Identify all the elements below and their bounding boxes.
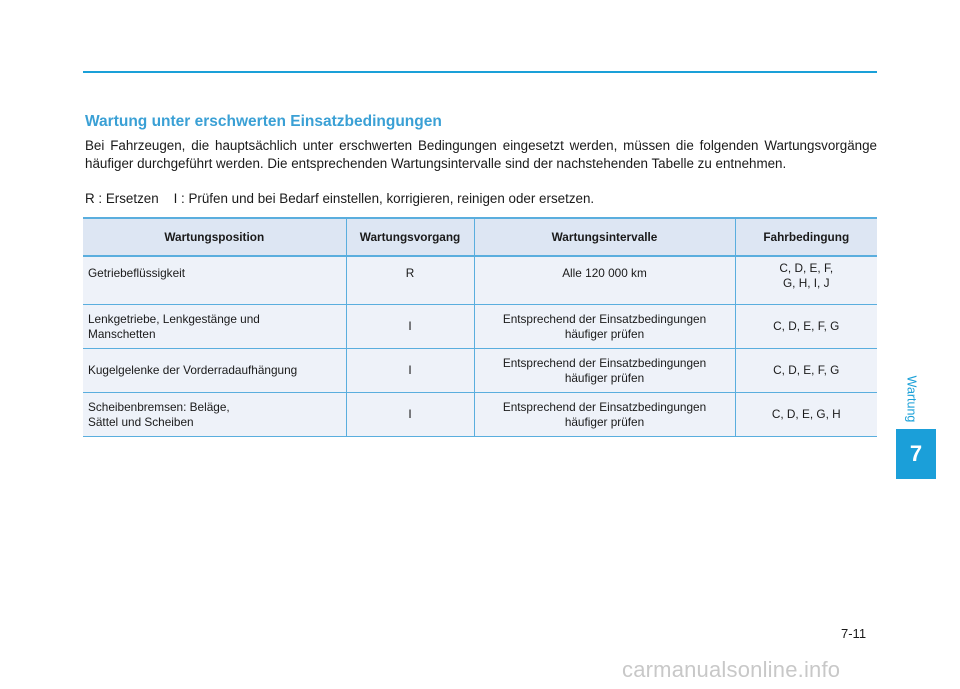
cell-text: Scheibenbremsen: Beläge, <box>88 399 230 414</box>
watermark: carmanualsonline.info <box>622 657 841 682</box>
cell-condition <box>735 256 877 305</box>
cell-text: Manschetten <box>88 326 156 341</box>
page-number: 7-11 <box>841 626 867 641</box>
cell-text: R <box>405 266 415 280</box>
cell-condition <box>735 305 877 349</box>
cell-position <box>83 349 346 393</box>
legend-line <box>85 190 594 208</box>
header-interval: Wartungsintervalle <box>474 218 735 256</box>
cell-text: häufiger prüfen <box>564 414 645 429</box>
header-condition: Fahrbedingung <box>735 218 877 256</box>
table-row <box>83 305 877 349</box>
cell-text: I <box>408 407 412 421</box>
cell-interval <box>474 256 735 305</box>
cell-text: C, D, E, G, H <box>771 407 841 421</box>
legend-replace: R : Ersetzen <box>85 191 159 206</box>
table-row <box>83 393 877 437</box>
cell-action <box>346 393 474 437</box>
intro-paragraph: Bei Fahrzeugen, die hauptsächlich unter erschwerten Bedingungen eingesetzt werden, müssen die folgenden Wartungsvorgänge häufiger durchgeführt werden. Die entsprechenden Wartungsintervalle sind der nachstehenden Tabelle zu entnehmen. <box>85 138 877 171</box>
cell-text: häufiger prüfen <box>564 326 645 341</box>
header-position: Wartungsposition <box>83 218 346 256</box>
header-action: Wartungsvorgang <box>346 218 474 256</box>
cell-action <box>346 349 474 393</box>
top-rule <box>83 71 877 73</box>
cell-text: G, H, I, J <box>782 276 830 290</box>
cell-text: Entsprechend der Einsatzbedingungen <box>502 311 707 326</box>
cell-text: Kugelgelenke der Vorderradaufhängung <box>88 363 298 377</box>
cell-text: Getriebeflüssigkeit <box>88 266 186 280</box>
cell-text: I <box>408 319 412 333</box>
legend-inspect: I : Prüfen und bei Bedarf einstellen, korrigieren, reinigen oder ersetzen. <box>173 191 595 206</box>
cell-interval <box>474 305 735 349</box>
cell-action <box>346 256 474 305</box>
cell-text: Alle 120 000 km <box>562 266 647 280</box>
table-row <box>83 256 877 305</box>
cell-text: I <box>408 363 412 377</box>
table-header-row <box>83 218 877 256</box>
cell-text: häufiger prüfen <box>564 370 645 385</box>
cell-position <box>83 256 346 305</box>
cell-interval <box>474 349 735 393</box>
cell-condition <box>735 349 877 393</box>
chapter-label <box>899 369 923 429</box>
cell-condition <box>735 393 877 437</box>
chapter-tab <box>896 429 936 479</box>
cell-text: C, D, E, F, G <box>773 319 840 333</box>
chapter-number: 7 <box>909 441 923 466</box>
cell-interval <box>474 393 735 437</box>
cell-text: Lenkgetriebe, Lenkgestänge und <box>88 311 260 326</box>
cell-text: C, D, E, F, G <box>773 363 840 377</box>
cell-text: Entsprechend der Einsatzbedingungen <box>502 399 707 414</box>
maintenance-table <box>83 217 877 437</box>
cell-action <box>346 305 474 349</box>
cell-position <box>83 393 346 437</box>
chapter-label-text: Wartung <box>904 375 918 423</box>
cell-text: C, D, E, F, <box>779 261 834 275</box>
table-row <box>83 349 877 393</box>
cell-position <box>83 305 346 349</box>
cell-text: Entsprechend der Einsatzbedingungen <box>502 355 707 370</box>
cell-text: Sättel und Scheiben <box>88 414 194 429</box>
section-title: Wartung unter erschwerten Einsatzbedingungen <box>85 113 442 130</box>
